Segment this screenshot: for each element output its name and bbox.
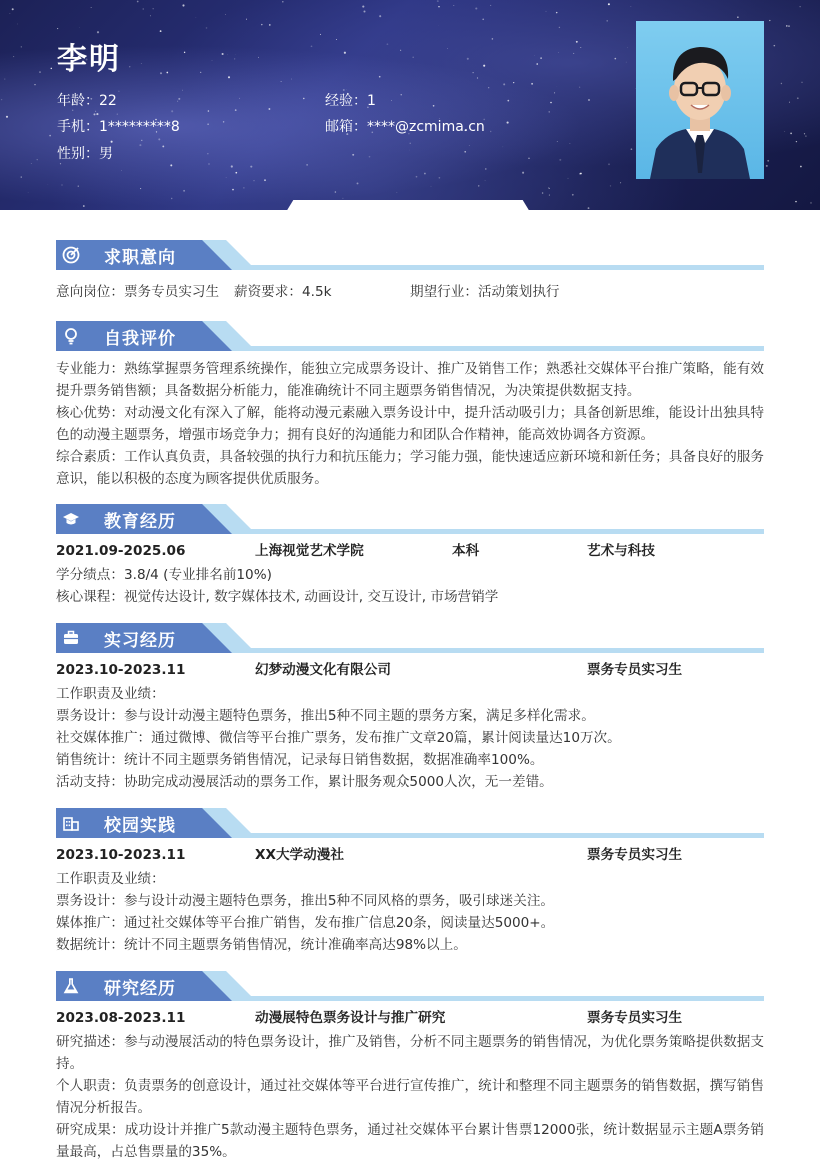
education-major: 艺术与科技 [587,543,655,559]
section-title: 实习经历 [104,631,176,651]
section-title: 教育经历 [104,512,176,532]
campus-role: 票务专员实习生 [587,847,683,863]
education-school: 上海视觉艺术学院 [255,543,364,559]
education-degree: 本科 [452,543,480,559]
intended-position: 意向岗位：票务专员实习生 [56,284,220,300]
list-item: 销售统计：统计不同主题票务销售情况，记录每日销售数据，数据准确率100%。 [56,752,544,768]
research-results: 研究成果：成功设计并推广5款动漫主题特色票务，通过社交媒体平台累计售票12000张，统计数据显示主题A票务销量最高，占总售票量的35%。 [56,1122,764,1160]
graduation-cap-icon [62,510,80,528]
age-field: 年龄：22 [57,93,117,109]
list-item: 票务设计：参与设计动漫主题特色票务，推出5种不同风格的票务，吸引球迷关注。 [56,893,555,909]
self-eval-professional: 专业能力：熟练掌握票务管理系统操作，能独立完成票务设计、推广及销售工作；熟悉社交媒体平台推广策略，能有效提升票务销售额；具备数据分析能力，能准确统计不同主题票务销售情况，为决策提供数据支持。 [56,361,764,399]
salary-requirement: 薪资要求：4.5k [234,284,332,300]
list-item: 票务设计：参与设计动漫主题特色票务，推出5种不同主题的票务方案，满足多样化需求。 [56,708,595,724]
education-gpa: 学分绩点：3.8/4 (专业排名前10%) [56,567,272,583]
gender-field: 性别：男 [57,146,113,162]
header-notch [286,200,530,212]
research-role: 票务专员实习生 [587,1010,683,1026]
section-title: 研究经历 [104,979,176,999]
bulb-icon [62,327,80,345]
email-field: 邮箱：****@zcmima.cn [325,119,485,135]
self-eval-qualities: 综合素质：工作认真负责，具备较强的执行力和抗压能力；学习能力强，能快速适应新环境和新任务；具备良好的服务意识，能以积极的态度为顾客提供优质服务。 [56,449,764,487]
list-item: 活动支持：协助完成动漫展活动的票务工作，累计服务观众5000人次，无一差错。 [56,774,553,790]
briefcase-icon [62,629,80,647]
research-date: 2023.08-2023.11 [56,1010,186,1026]
list-item: 工作职责及业绩： [56,871,165,887]
education-date: 2021.09-2025.06 [56,543,186,559]
section-research [56,971,764,1001]
self-eval-strengths: 核心优势：对动漫文化有深入了解，能将动漫元素融入票务设计中，提升活动吸引力；具备创新思维，能设计出独具特色的动漫主题票务，增强市场竞争力；拥有良好的沟通能力和团队合作精神，能高效协调各方资源。 [56,405,764,443]
campus-org: XX大学动漫社 [255,847,344,863]
experience-field: 经验：1 [325,93,376,109]
internship-date: 2023.10-2023.11 [56,662,186,678]
research-description: 研究描述：参与动漫展活动的特色票务设计，推广及销售，分析不同主题票务的销售情况，为优化票务策略提供数据支持。 [56,1034,764,1072]
flask-icon [62,977,80,995]
section-campus [56,808,764,838]
phone-field: 手机：1*********8 [57,119,180,135]
section-self-evaluation [56,321,764,351]
list-item: 媒体推广：通过社交媒体等平台推广销售，发布推广信息20条，阅读量达5000+。 [56,915,555,931]
section-internship [56,623,764,653]
building-icon [62,814,80,832]
section-title: 求职意向 [104,248,176,268]
profile-photo [636,21,764,179]
research-duties: 个人职责：负责票务的创意设计，通过社交媒体等平台进行宣传推广，统计和整理不同主题票务的销售数据，撰写销售情况分析报告。 [56,1078,764,1116]
section-title: 校园实践 [104,816,176,836]
candidate-name: 李明 [57,42,121,77]
education-courses: 核心课程：视觉传达设计, 数字媒体技术, 动画设计, 交互设计, 市场营销学 [56,589,499,605]
internship-role: 票务专员实习生 [587,662,683,678]
section-intention [56,240,764,270]
section-title: 自我评价 [104,329,176,349]
research-project: 动漫展特色票务设计与推广研究 [255,1010,446,1026]
internship-company: 幻梦动漫文化有限公司 [255,662,391,678]
target-icon [62,246,80,264]
expected-industry: 期望行业：活动策划执行 [410,284,560,300]
list-item: 数据统计：统计不同主题票务销售情况，统计准确率高达98%以上。 [56,937,467,953]
list-item: 工作职责及业绩： [56,686,165,702]
campus-date: 2023.10-2023.11 [56,847,186,863]
section-education [56,504,764,534]
list-item: 社交媒体推广：通过微博、微信等平台推广票务，发布推广文章20篇，累计阅读量达10万次。 [56,730,621,746]
header-banner [0,0,820,210]
